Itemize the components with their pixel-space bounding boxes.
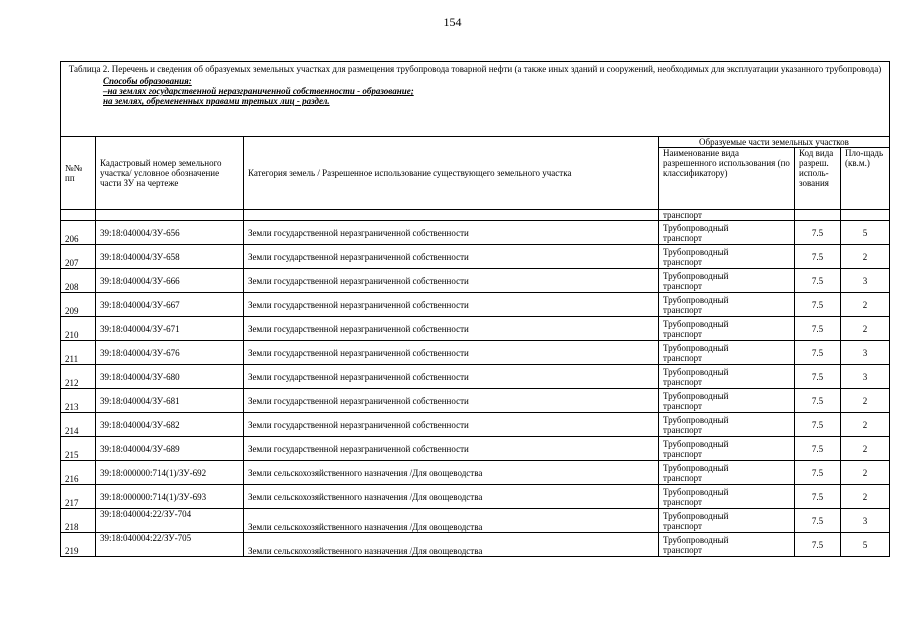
row-area: 3 — [841, 341, 890, 365]
table-caption: Таблица 2. Перечень и сведения об образуемых земельных участках для размещения трубопровода товарной нефти (а также иных зданий и сооружений, необходимых для эксплуатации указанного трубопровода) — [68, 64, 882, 74]
usage-line: транспорт — [663, 280, 702, 291]
row-category: Земли сельскохозяйственного назначения /Для овощеводства — [244, 485, 659, 509]
usage-line: Трубопроводный — [663, 366, 729, 377]
row-cadastral: 39:18:040004/ЗУ-689 — [96, 437, 244, 461]
row-code: 7.5 — [795, 341, 841, 365]
table-row — [61, 533, 890, 557]
row-usage — [659, 221, 795, 245]
usage-line: Трубопроводный — [663, 222, 729, 233]
row-usage — [659, 269, 795, 293]
row-cadastral: 39:18:040004/ЗУ-680 — [96, 365, 244, 389]
usage-line: транспорт — [663, 304, 702, 315]
carryover-usage: транспорт — [659, 210, 795, 221]
row-category: Земли сельскохозяйственного назначения /Для овощеводства — [244, 509, 659, 533]
row-area: 5 — [841, 533, 890, 557]
header-category: Категория земель / Разрешенное использование существующего земельного участка — [244, 137, 659, 210]
row-cadastral: 39:18:040004:22/ЗУ-704 — [96, 509, 244, 533]
row-num: 208 — [61, 269, 96, 293]
page-number: 154 — [443, 15, 462, 29]
table-row — [61, 509, 890, 533]
row-usage — [659, 317, 795, 341]
row-category: Земли государственной неразграниченной собственности — [244, 269, 659, 293]
row-num: 209 — [61, 293, 96, 317]
row-area: 2 — [841, 293, 890, 317]
row-num: 207 — [61, 245, 96, 269]
row-num: 211 — [61, 341, 96, 365]
usage-line: транспорт — [663, 520, 702, 531]
header-area: Пло-щадь (кв.м.) — [841, 148, 890, 210]
row-area: 2 — [841, 461, 890, 485]
caption-row — [61, 62, 890, 137]
row-cadastral: 39:18:040004/ЗУ-671 — [96, 317, 244, 341]
row-usage — [659, 533, 795, 557]
row-num: 216 — [61, 461, 96, 485]
usage-line: Трубопроводный — [663, 246, 729, 257]
row-category: Земли государственной неразграниченной собственности — [244, 293, 659, 317]
row-cadastral: 39:18:040004/ЗУ-658 — [96, 245, 244, 269]
row-code: 7.5 — [795, 269, 841, 293]
header-usage-name: Наименование вида разрешенного использования (по классификатору) — [659, 148, 795, 210]
table-row — [61, 269, 890, 293]
row-num: 217 — [61, 485, 96, 509]
usage-line: транспорт — [663, 328, 702, 339]
table-row — [61, 221, 890, 245]
usage-line: Трубопроводный — [663, 318, 729, 329]
row-usage — [659, 293, 795, 317]
row-cadastral: 39:18:040004/ЗУ-656 — [96, 221, 244, 245]
row-area: 2 — [841, 389, 890, 413]
row-category: Земли государственной неразграниченной собственности — [244, 317, 659, 341]
row-cadastral: 39:18:040004/ЗУ-666 — [96, 269, 244, 293]
usage-line: транспорт — [663, 376, 702, 387]
usage-line: транспорт — [663, 400, 702, 411]
empty-cell — [61, 210, 96, 221]
header-num: №№ пп — [61, 137, 96, 210]
row-area: 3 — [841, 269, 890, 293]
usage-line: транспорт — [663, 232, 702, 243]
row-usage — [659, 485, 795, 509]
header-parts-group: Образуемые части земельных участков — [659, 137, 890, 148]
row-usage — [659, 509, 795, 533]
table-row — [61, 341, 890, 365]
methods-title: Способы образования: — [103, 76, 192, 86]
empty-cell — [244, 210, 659, 221]
table-row — [61, 317, 890, 341]
method-item: на землях, обремененных правами третьих лиц - раздел. — [103, 96, 330, 106]
table-row — [61, 461, 890, 485]
row-code: 7.5 — [795, 485, 841, 509]
empty-cell — [795, 210, 841, 221]
row-code: 7.5 — [795, 245, 841, 269]
row-num: 210 — [61, 317, 96, 341]
row-area: 3 — [841, 509, 890, 533]
row-code: 7.5 — [795, 509, 841, 533]
usage-line: Трубопроводный — [663, 462, 729, 473]
row-code: 7.5 — [795, 317, 841, 341]
row-cadastral: 39:18:040004/ЗУ-667 — [96, 293, 244, 317]
row-category: Земли сельскохозяйственного назначения /Для овощеводства — [244, 533, 659, 557]
row-category: Земли государственной неразграниченной собственности — [244, 365, 659, 389]
row-cadastral: 39:18:040004/ЗУ-676 — [96, 341, 244, 365]
usage-line: транспорт — [663, 544, 702, 555]
row-num: 215 — [61, 437, 96, 461]
table-row — [61, 293, 890, 317]
row-num: 213 — [61, 389, 96, 413]
row-num: 218 — [61, 509, 96, 533]
empty-cell — [96, 210, 244, 221]
usage-line: транспорт — [663, 352, 702, 363]
usage-line: Трубопроводный — [663, 414, 729, 425]
row-code: 7.5 — [795, 221, 841, 245]
row-area: 2 — [841, 245, 890, 269]
row-num: 212 — [61, 365, 96, 389]
method-item: –на землях государственной неразграниченной собственности - образование; — [103, 86, 414, 96]
row-code: 7.5 — [795, 365, 841, 389]
usage-line: Трубопроводный — [663, 486, 729, 497]
row-area: 3 — [841, 365, 890, 389]
row-num: 214 — [61, 413, 96, 437]
row-num: 206 — [61, 221, 96, 245]
row-cadastral: 39:18:000000:714(1)/ЗУ-693 — [96, 485, 244, 509]
row-usage — [659, 413, 795, 437]
table-row — [61, 485, 890, 509]
usage-line: Трубопроводный — [663, 390, 729, 401]
row-cadastral: 39:18:000000:714(1)/ЗУ-692 — [96, 461, 244, 485]
row-usage — [659, 341, 795, 365]
row-category: Земли государственной неразграниченной собственности — [244, 413, 659, 437]
row-area: 5 — [841, 221, 890, 245]
usage-line: Трубопроводный — [663, 270, 729, 281]
usage-line: транспорт — [663, 448, 702, 459]
row-code: 7.5 — [795, 389, 841, 413]
table-row — [61, 245, 890, 269]
row-usage — [659, 389, 795, 413]
row-num: 219 — [61, 533, 96, 557]
table-row — [61, 365, 890, 389]
header-cadastral: Кадастровый номер земельного участка/ условное обозначение части ЗУ на чертеже — [96, 137, 244, 210]
header-row — [61, 137, 890, 148]
row-usage — [659, 437, 795, 461]
row-usage — [659, 365, 795, 389]
row-area: 2 — [841, 317, 890, 341]
row-area: 2 — [841, 437, 890, 461]
usage-line: транспорт — [663, 256, 702, 267]
row-cadastral: 39:18:040004/ЗУ-681 — [96, 389, 244, 413]
row-category: Земли государственной неразграниченной собственности — [244, 389, 659, 413]
table-row — [61, 413, 890, 437]
formation-methods — [103, 76, 885, 106]
table-row — [61, 389, 890, 413]
row-code: 7.5 — [795, 461, 841, 485]
row-code: 7.5 — [795, 533, 841, 557]
usage-line: транспорт — [663, 424, 702, 435]
usage-line: Трубопроводный — [663, 510, 729, 521]
table-row — [61, 437, 890, 461]
usage-line: транспорт — [663, 472, 702, 483]
row-category: Земли государственной неразграниченной собственности — [244, 221, 659, 245]
usage-line: Трубопроводный — [663, 294, 729, 305]
header-code: Код вида разреш. исполь-зования — [795, 148, 841, 210]
usage-line: Трубопроводный — [663, 342, 729, 353]
row-code: 7.5 — [795, 293, 841, 317]
row-area: 2 — [841, 485, 890, 509]
usage-line: транспорт — [663, 496, 702, 507]
row-cadastral: 39:18:040004:22/ЗУ-705 — [96, 533, 244, 557]
row-category: Земли сельскохозяйственного назначения /Для овощеводства — [244, 461, 659, 485]
row-category: Земли государственной неразграниченной собственности — [244, 245, 659, 269]
usage-line: Трубопроводный — [663, 438, 729, 449]
row-cadastral: 39:18:040004/ЗУ-682 — [96, 413, 244, 437]
row-category: Земли государственной неразграниченной собственности — [244, 437, 659, 461]
usage-line: Трубопроводный — [663, 534, 729, 545]
row-area: 2 — [841, 413, 890, 437]
land-plots-table — [60, 61, 890, 557]
carryover-row — [61, 210, 890, 221]
caption-cell — [61, 62, 890, 137]
row-code: 7.5 — [795, 437, 841, 461]
empty-cell — [841, 210, 890, 221]
row-usage — [659, 245, 795, 269]
row-usage — [659, 461, 795, 485]
row-category: Земли государственной неразграниченной собственности — [244, 341, 659, 365]
row-code: 7.5 — [795, 413, 841, 437]
